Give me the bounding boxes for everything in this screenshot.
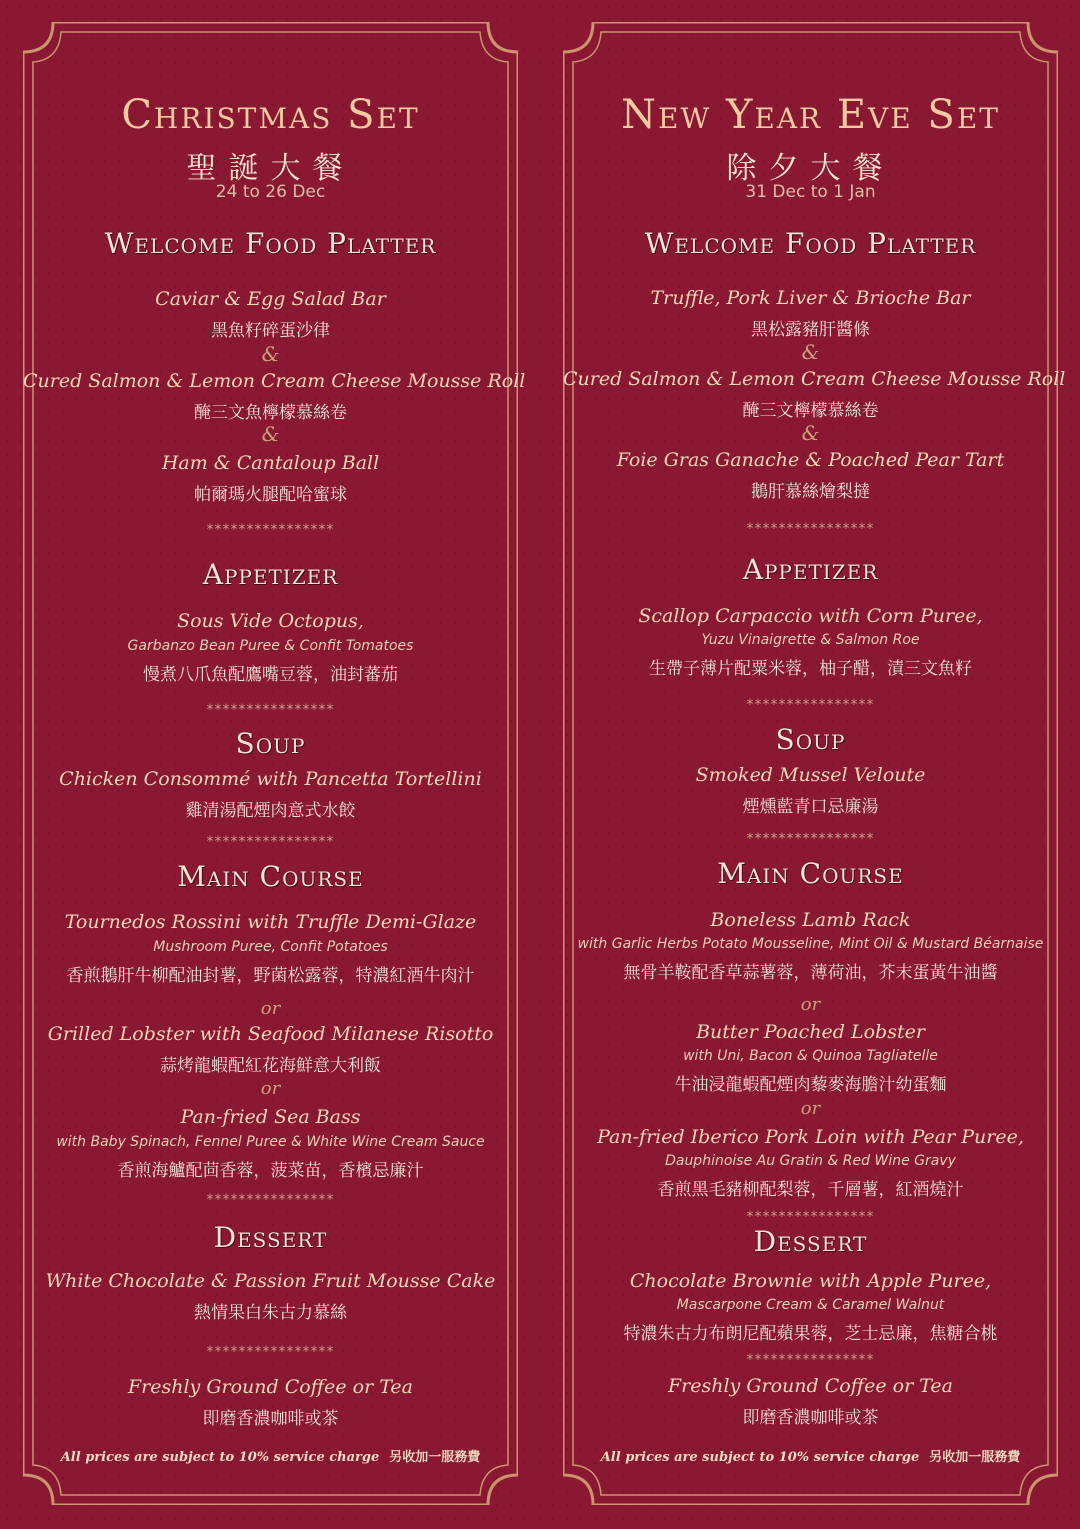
dessert-heading: Dessert bbox=[213, 1221, 328, 1254]
welcome-item-1: Caviar & Egg Salad Bar bbox=[155, 288, 386, 310]
service-charge-note bbox=[563, 1446, 1058, 1465]
soup-zh: 煙燻藍青口忌廉湯 bbox=[742, 797, 879, 817]
welcome-platter-heading: Welcome Food Platter bbox=[104, 227, 437, 260]
soup-zh: 雞清湯配煙肉意式水餃 bbox=[185, 801, 356, 821]
main-item-3-zh: 香煎黑毛豬柳配梨蓉，千層薯，紅酒燒汁 bbox=[657, 1180, 964, 1200]
appetizer-heading: Appetizer bbox=[742, 553, 879, 586]
welcome-item-1: Truffle, Pork Liver & Brioche Bar bbox=[650, 287, 971, 309]
main-item-3: Pan-fried Iberico Pork Loin with Pear Puree, bbox=[597, 1126, 1024, 1148]
ampersand-separator: & bbox=[261, 422, 280, 446]
main-item-1: Tournedos Rossini with Truffle Demi-Glaze bbox=[64, 911, 477, 933]
ampersand-separator: & bbox=[261, 342, 280, 366]
service-charge-note bbox=[23, 1446, 518, 1465]
or-separator: or bbox=[800, 1098, 821, 1119]
main-item-2-zh: 蒜烤龍蝦配紅花海鮮意大利飯 bbox=[160, 1056, 381, 1076]
welcome-item-3: Ham & Cantaloup Ball bbox=[161, 452, 380, 474]
welcome-item-2-zh: 醃三文魚檸檬慕絲卷 bbox=[194, 403, 347, 423]
main-item-2-zh: 牛油浸龍蝦配煙肉藜麥海膽汁幼蛋麵 bbox=[674, 1075, 947, 1095]
christmas-menu-panel bbox=[23, 22, 526, 1505]
main-item-1-sub: Mushroom Puree, Confit Potatoes bbox=[153, 939, 388, 955]
coffee-zh: 即磨香濃咖啡或茶 bbox=[202, 1409, 339, 1429]
star-divider: **************** bbox=[206, 1344, 335, 1360]
main-item-1-zh: 香煎鵝肝牛柳配油封薯，野菌松露蓉，特濃紅酒牛肉汁 bbox=[66, 966, 475, 986]
appetizer-sub: Garbanzo Bean Puree & Confit Tomatoes bbox=[127, 638, 414, 654]
soup-item: Smoked Mussel Veloute bbox=[695, 764, 926, 786]
star-divider: **************** bbox=[206, 522, 335, 538]
christmas-title: Christmas Set bbox=[121, 92, 420, 138]
service-charge-zh: 另收加一服務費 bbox=[389, 1450, 481, 1465]
dessert-item: White Chocolate & Passion Fruit Mousse Cake bbox=[45, 1270, 496, 1292]
main-course-heading: Main Course bbox=[177, 860, 364, 893]
appetizer-heading: Appetizer bbox=[202, 558, 339, 591]
welcome-item-1-zh: 黑魚籽碎蛋沙律 bbox=[211, 321, 330, 341]
star-divider: **************** bbox=[206, 1192, 335, 1208]
main-item-3-zh: 香煎海鱸配茴香蓉，菠菜苗，香檳忌廉汁 bbox=[117, 1161, 424, 1181]
dessert-sub: Mascarpone Cream & Caramel Walnut bbox=[676, 1297, 945, 1313]
dessert-heading: Dessert bbox=[753, 1225, 868, 1258]
star-divider: **************** bbox=[746, 831, 875, 847]
main-item-3: Pan-fried Sea Bass bbox=[180, 1106, 361, 1128]
dessert-zh: 熱情果白朱古力慕絲 bbox=[194, 1303, 347, 1323]
welcome-item-2: Cured Salmon & Lemon Cream Cheese Mousse Roll bbox=[563, 368, 1066, 390]
ampersand-separator: & bbox=[801, 340, 820, 364]
dessert-item: Chocolate Brownie with Apple Puree, bbox=[629, 1270, 992, 1292]
appetizer-zh: 生帶子薄片配粟米蓉，柚子醋，漬三文魚籽 bbox=[649, 659, 972, 679]
new-year-title-zh: 除夕大餐 bbox=[726, 151, 895, 186]
or-separator: or bbox=[260, 998, 281, 1019]
star-divider: **************** bbox=[206, 702, 335, 718]
service-charge-en: All prices are subject to 10% service charge bbox=[60, 1450, 380, 1465]
coffee-zh: 即磨香濃咖啡或茶 bbox=[742, 1408, 879, 1428]
appetizer-zh: 慢煮八爪魚配鷹嘴豆蓉，油封蕃茄 bbox=[143, 665, 398, 685]
service-charge-en: All prices are subject to 10% service charge bbox=[600, 1450, 920, 1465]
welcome-item-3-zh: 帕爾瑪火腿配哈蜜球 bbox=[194, 485, 347, 505]
main-item-3-sub: Dauphinoise Au Gratin & Red Wine Gravy bbox=[665, 1153, 956, 1169]
dessert-zh: 特濃朱古力布朗尼配蘋果蓉，芝士忌廉，焦糖合桃 bbox=[623, 1324, 998, 1344]
main-item-1-zh: 無骨羊鞍配香草蒜薯蓉，薄荷油，芥末蛋黃牛油醬 bbox=[623, 963, 998, 983]
welcome-item-3-zh: 鵝肝慕絲燴梨撻 bbox=[751, 482, 870, 502]
new-year-dates: 31 Dec to 1 Jan bbox=[745, 182, 876, 202]
main-course-heading: Main Course bbox=[717, 857, 904, 890]
christmas-dates: 24 to 26 Dec bbox=[215, 182, 326, 202]
soup-heading: Soup bbox=[775, 723, 846, 756]
main-item-2: Grilled Lobster with Seafood Milanese Risotto bbox=[47, 1023, 494, 1045]
main-item-2: Butter Poached Lobster bbox=[696, 1021, 925, 1043]
appetizer-sub: Yuzu Vinaigrette & Salmon Roe bbox=[701, 632, 920, 648]
christmas-title-zh: 聖誕大餐 bbox=[186, 151, 355, 186]
star-divider: **************** bbox=[746, 521, 875, 537]
appetizer-item: Sous Vide Octopus, bbox=[177, 610, 364, 632]
welcome-item-3: Foie Gras Ganache & Poached Pear Tart bbox=[616, 449, 1005, 471]
main-item-1-sub: with Garlic Herbs Potato Mousseline, Mint Oil & Mustard Béarnaise bbox=[577, 936, 1044, 952]
welcome-item-2-zh: 醃三文檸檬慕絲卷 bbox=[742, 401, 879, 421]
welcome-item-2: Cured Salmon & Lemon Cream Cheese Mousse Roll bbox=[23, 370, 526, 392]
appetizer-item: Scallop Carpaccio with Corn Puree, bbox=[638, 605, 983, 627]
ampersand-separator: & bbox=[801, 421, 820, 445]
new-year-menu-panel bbox=[563, 22, 1066, 1505]
main-item-3-sub: with Baby Spinach, Fennel Puree & White Wine Cream Sauce bbox=[56, 1134, 485, 1150]
star-divider: **************** bbox=[206, 834, 335, 850]
or-separator: or bbox=[260, 1078, 281, 1099]
star-divider: **************** bbox=[746, 1352, 875, 1368]
main-item-2-sub: with Uni, Bacon & Quinoa Tagliatelle bbox=[683, 1048, 938, 1064]
service-charge-zh: 另收加一服務費 bbox=[929, 1450, 1021, 1465]
coffee-item: Freshly Ground Coffee or Tea bbox=[667, 1375, 954, 1397]
soup-item: Chicken Consommé with Pancetta Tortellini bbox=[59, 768, 482, 790]
soup-heading: Soup bbox=[235, 727, 306, 760]
star-divider: **************** bbox=[746, 1209, 875, 1225]
coffee-item: Freshly Ground Coffee or Tea bbox=[127, 1376, 414, 1398]
main-item-1: Boneless Lamb Rack bbox=[710, 909, 911, 931]
new-year-title: New Year Eve Set bbox=[621, 92, 1000, 138]
welcome-item-1-zh: 黑松露豬肝醬條 bbox=[751, 320, 870, 340]
welcome-platter-heading: Welcome Food Platter bbox=[644, 227, 977, 260]
or-separator: or bbox=[800, 994, 821, 1015]
star-divider: **************** bbox=[746, 697, 875, 713]
